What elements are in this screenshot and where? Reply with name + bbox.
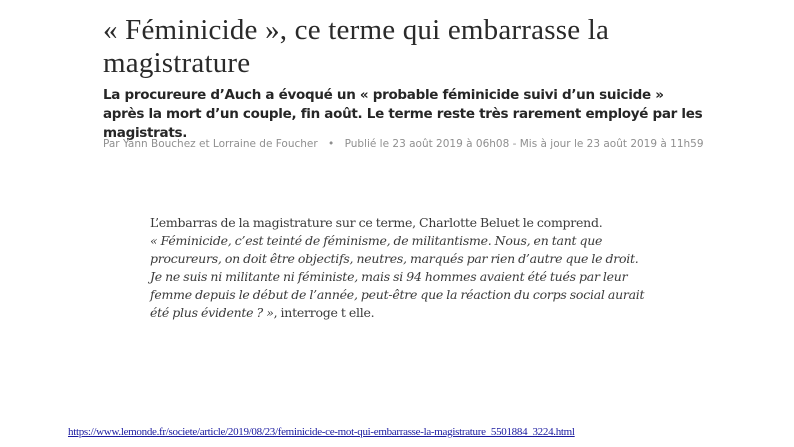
article-lede: La procureure d’Auch a évoqué un « probable féminicide suivi d’un suicide » après la mort d’un couple, fin août. Le terme reste très rarement employé par les magistrats. xyxy=(103,87,703,141)
article-headline: « Féminicide », ce terme qui embarrasse la magistrature xyxy=(103,14,610,79)
excerpt-quote: « Féminicide, c’est teinté de féminisme, de militantisme. Nous, en tant que procureurs, on doit être objectifs, neutres, marqués par rien d’autre que le droit. Je ne suis ni militante ni féministe, mais si 94 hommes avaient été tués par leur femme depuis le début de l’année, peut-être que la réaction du corps social aurait été plus évidente ? » xyxy=(150,233,645,320)
article-byline xyxy=(103,137,723,151)
quote-excerpt xyxy=(150,214,645,322)
byline-authors[interactable]: Par Yann Bouchez et Lorraine de Foucher xyxy=(103,138,318,150)
excerpt-intro: L’embarras de la magistrature sur ce terme, Charlotte Beluet le comprend. xyxy=(150,215,603,230)
byline-dates: Publié le 23 août 2019 à 06h08 - Mis à jour le 23 août 2019 à 11h59 xyxy=(344,138,704,150)
byline-separator: • xyxy=(328,138,335,150)
source-url-link[interactable]: https://www.lemonde.fr/societe/article/2019/08/23/feminicide-ce-mot-qui-embarrasse-la-magistrature_5501884_3224.html xyxy=(68,426,575,438)
excerpt-attribution: , interroge t elle. xyxy=(273,305,375,320)
